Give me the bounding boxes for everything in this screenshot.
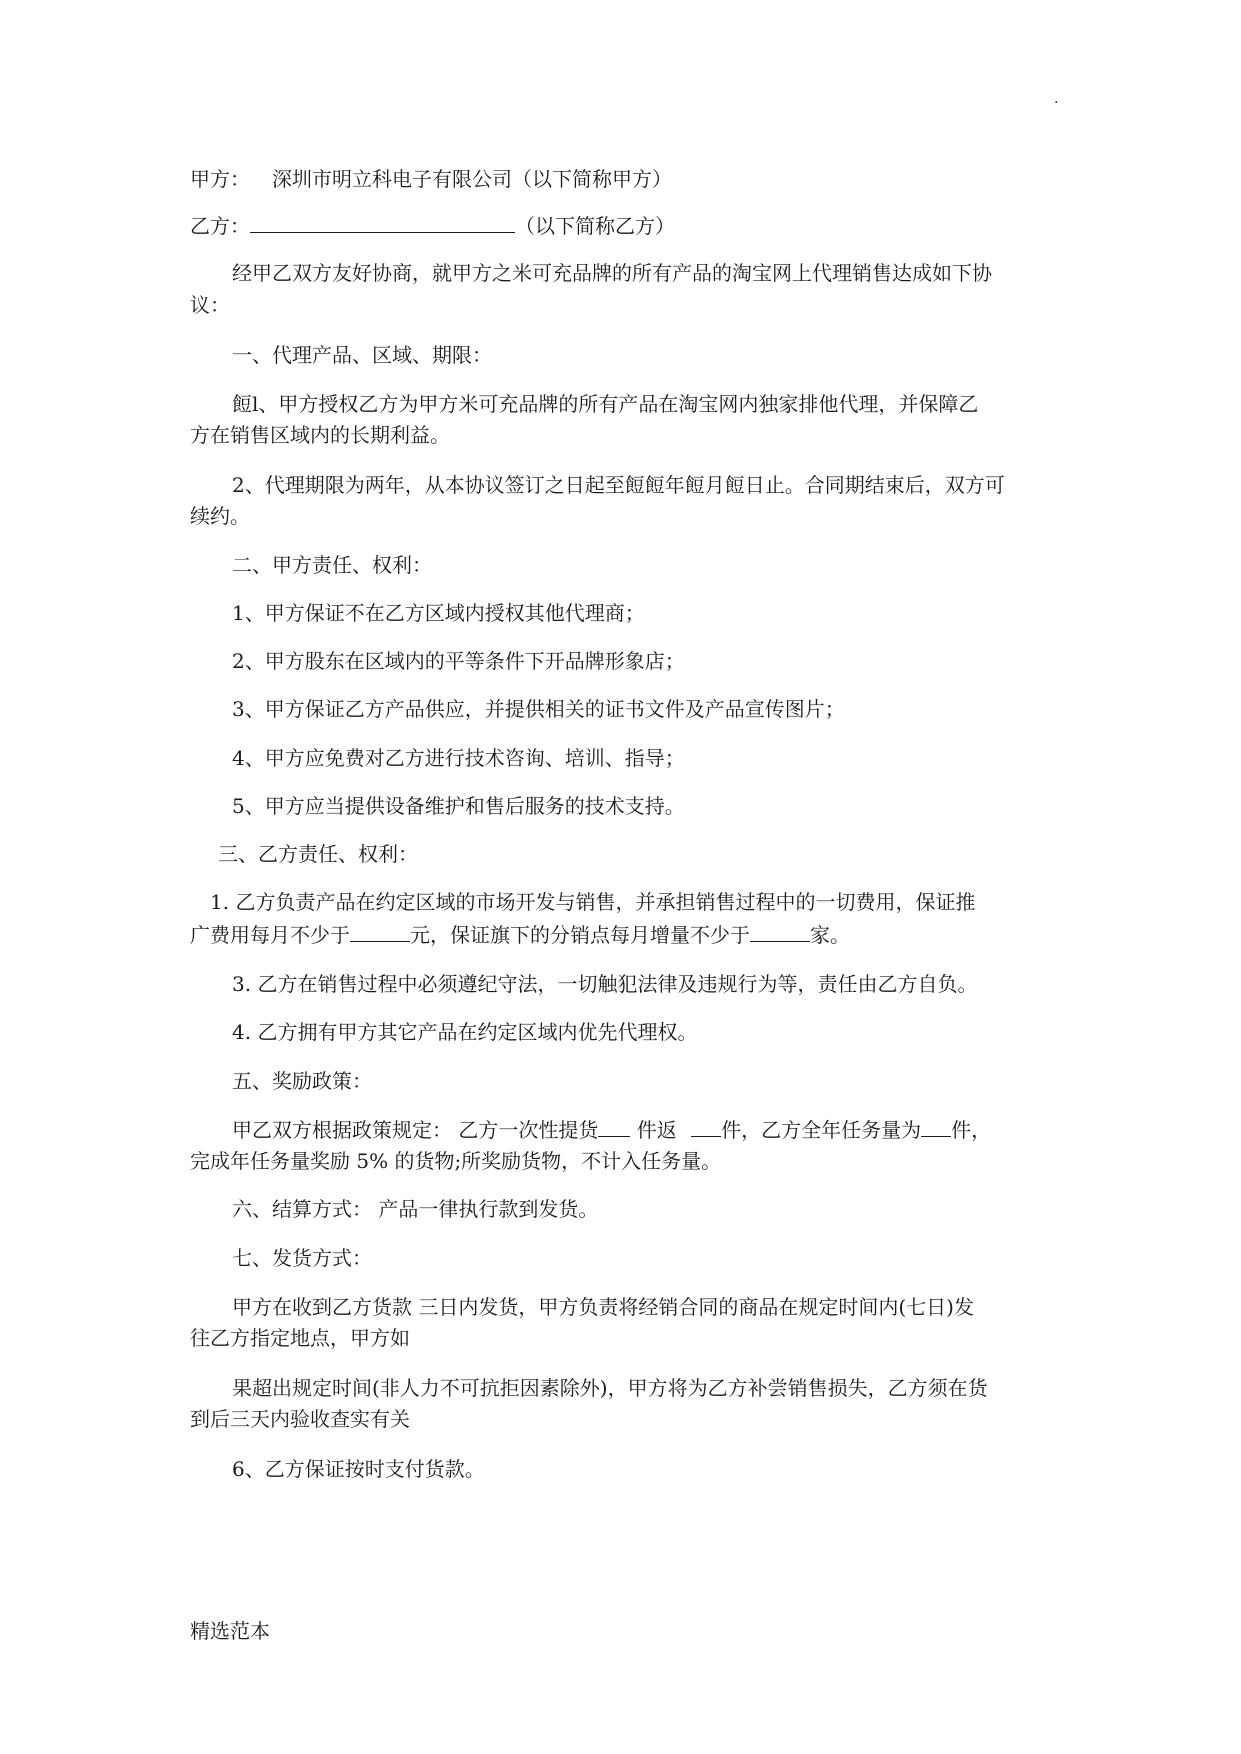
- return-label: 件返: [630, 1118, 684, 1142]
- annual-target-label: 件，乙方全年任务量为: [721, 1118, 922, 1142]
- return-qty-blank[interactable]: [691, 1116, 721, 1137]
- section-2-item: 2、甲方股东在区域内的平等条件下开品牌形象店；: [232, 649, 685, 673]
- page-footer: 精选范本: [190, 1619, 270, 1643]
- section-2-item: 3、甲方保证乙方产品供应，并提供相关的证书文件及产品宣传图片；: [232, 697, 845, 721]
- section-3-item-1-line-2: [190, 921, 850, 947]
- promo-fee-label: 广费用每月不少于: [190, 923, 350, 947]
- section-1-item-1-line-2: 方在销售区域内的长期利益。: [190, 423, 450, 447]
- party-a-value: 深圳市明立科电子有限公司（以下简称甲方）: [272, 167, 672, 191]
- party-a-label: 甲方：: [190, 167, 250, 191]
- section-7-p1-line-1: 甲方在收到乙方货款 三日内发货，甲方负责将经销合同的商品在规定时间内(七日)发: [232, 1295, 974, 1319]
- section-6-heading: 六、结算方式： 产品一律执行款到发货。: [232, 1197, 599, 1221]
- purchase-qty-blank[interactable]: [598, 1116, 630, 1137]
- page-marker: .: [1054, 91, 1059, 107]
- section-1-item-1-line-1: 餖l、甲方授权乙方为甲方米可充品牌的所有产品在淘宝网内独家排他代理，并保障乙: [232, 392, 979, 416]
- outlet-growth-label: 元，保证旗下的分销点每月增量不少于: [410, 923, 750, 947]
- section-2-item: 4、甲方应免费对乙方进行技术咨询、培训、指导；: [232, 746, 685, 770]
- party-b-line: [190, 212, 675, 238]
- section-7-heading: 七、发货方式：: [232, 1246, 372, 1270]
- outlet-growth-blank[interactable]: [750, 921, 810, 942]
- section-3-item-1-line-1: 1. 乙方负责产品在约定区域的市场开发与销售，并承担销售过程中的一切费用，保证推: [210, 890, 976, 914]
- annual-target-blank[interactable]: [921, 1116, 951, 1137]
- section-7-p1-line-2: 往乙方指定地点，甲方如: [190, 1326, 410, 1350]
- intro-line-1: 经甲乙双方友好协商，就甲方之米可充品牌的所有产品的淘宝网上代理销售达成如下协: [232, 261, 992, 285]
- section-5-line-2: 完成年任务量奖励 5% 的货物;所奖励货物，不计入任务量。: [190, 1149, 722, 1173]
- section-2-item: 5、甲方应当提供设备维护和售后服务的技术支持。: [232, 794, 685, 818]
- party-b-name-blank[interactable]: [250, 212, 515, 233]
- annual-target-unit: 件，: [951, 1118, 992, 1142]
- promo-fee-blank[interactable]: [350, 921, 410, 942]
- party-b-label: 乙方：: [190, 214, 250, 238]
- section-2-item: 1、甲方保证不在乙方区域内授权其他代理商；: [232, 601, 645, 625]
- section-5-heading: 五、奖励政策：: [232, 1069, 372, 1093]
- section-3-item-4: 4. 乙方拥有甲方其它产品在约定区域内优先代理权。: [232, 1020, 698, 1044]
- section-3-heading: 三、乙方责任、权利：: [218, 842, 418, 866]
- section-1-item-2-line-2: 续约。: [190, 504, 250, 528]
- section-1-heading: 一、代理产品、区域、期限：: [232, 343, 492, 367]
- section-3-item-3: 3. 乙方在销售过程中必须遵纪守法，一切触犯法律及违规行为等，责任由乙方自负。: [232, 972, 978, 996]
- section-7-item-6: 6、乙方保证按时支付货款。: [232, 1457, 485, 1481]
- party-b-suffix: （以下简称乙方）: [515, 214, 675, 238]
- intro-line-2: 议：: [190, 293, 230, 317]
- party-a-line: [190, 166, 672, 192]
- outlet-growth-unit: 家。: [810, 923, 850, 947]
- section-7-p2-line-1: 果超出规定时间(非人力不可抗拒因素除外)，甲方将为乙方补尝销售损失，乙方须在货: [232, 1376, 988, 1400]
- section-1-item-2-line-1: 2、代理期限为两年，从本协议签订之日起至餖餖年餖月餖日止。合同期结束后，双方可: [232, 473, 1005, 497]
- section-5-line-1: [232, 1116, 991, 1142]
- section-7-p2-line-2: 到后三天内验收查实有关: [190, 1407, 410, 1431]
- reward-rule-label: 甲乙双方根据政策规定： 乙方一次性提货: [232, 1118, 599, 1142]
- section-2-heading: 二、甲方责任、权利：: [232, 553, 432, 577]
